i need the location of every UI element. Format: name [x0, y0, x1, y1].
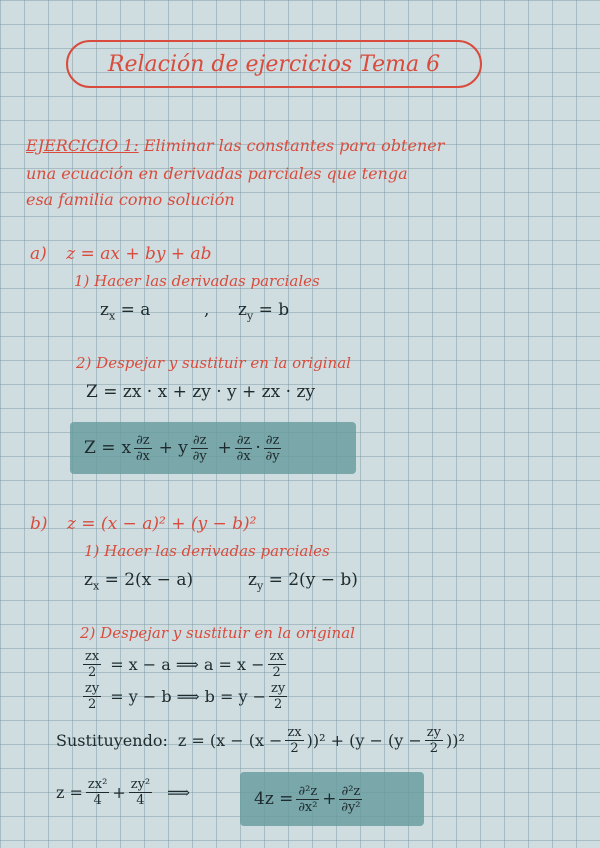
part-b-zx: $z_x = 2(x - a)$: [84, 570, 194, 593]
part-a-equation: z = ax + by + ab: [66, 244, 212, 264]
part-b-label: b): [30, 514, 48, 534]
exercise-label: EJERCICIO 1:: [26, 136, 139, 155]
frac-dz-dy: $\frac{\partial z}{\partial y}$: [192, 432, 207, 464]
part-b-final: z = $\frac{\text{zx²}}{4}$ + $\frac{\text{zy²}}{4}$ ⟹: [56, 777, 191, 808]
frac-dz-dx: $\frac{\partial z}{\partial x}$: [135, 432, 150, 464]
part-a-comma: ,: [204, 300, 210, 320]
part-b-row1: $\frac{zx}{2}$ = x − a ⟹ a = x − $\frac{zx}{2}$: [85, 649, 284, 680]
part-b-result: 4z = $\frac{\text{∂²z}}{\text{∂x²}}$ + $\frac{\text{∂²z}}{\text{∂y²}}$: [254, 783, 361, 815]
arrow-icon: ⟹: [167, 783, 191, 802]
part-a-label: a): [30, 244, 47, 264]
part-a-zx: $z_x = a$: [100, 300, 151, 323]
page-title: Relación de ejercicios Tema 6: [107, 52, 441, 77]
part-a-heading: [30, 244, 212, 264]
part-a-substitution: Z = zx · x + zy · y + zx · zy: [86, 382, 316, 402]
part-b-row2: $\frac{zy}{2}$ = y − b ⟹ b = y − $\frac{zy}{2}$: [85, 681, 286, 712]
part-b-zy: $z_y = 2(y - b)$: [248, 570, 358, 593]
part-b-substitution: Sustituyendo: z = (x − (x − $\frac{zx}{2}$ ))² + (y − (y − $\frac{zy}{2}$ ))²: [56, 725, 465, 756]
frac-dz-dx-2: $\frac{\partial z}{\partial x}$: [236, 432, 251, 464]
exercise-line-3: esa familia como solución: [26, 190, 235, 209]
part-b-step1: 1) Hacer las derivadas parciales: [84, 542, 330, 560]
part-a-zy: $z_y = b$: [238, 300, 290, 323]
part-b-equation: z = (x − a)² + (y − b)²: [66, 514, 257, 534]
part-b-heading: [30, 514, 256, 534]
exercise-line-2: una ecuación en derivadas parciales que tenga: [26, 164, 408, 183]
frac-dz-dy-2: $\frac{\partial z}{\partial y}$: [265, 432, 280, 464]
exercise-line-1: Eliminar las constantes para obtener: [143, 136, 445, 155]
part-a-step1: 1) Hacer las derivadas parciales: [74, 272, 320, 290]
part-a-step2: 2) Despejar y sustituir en la original: [76, 354, 351, 372]
part-a-result: Z = x $\frac{\partial z}{\partial x}$ + y $\frac{\partial z}{\partial y}$ + $\frac{\partial z}{\partial x}$ · $\frac{\partial z}{\partial y}$: [84, 432, 280, 464]
title-box: [66, 40, 482, 88]
part-b-step2: 2) Despejar y sustituir en la original: [80, 624, 355, 642]
exercise-statement: [26, 136, 444, 155]
